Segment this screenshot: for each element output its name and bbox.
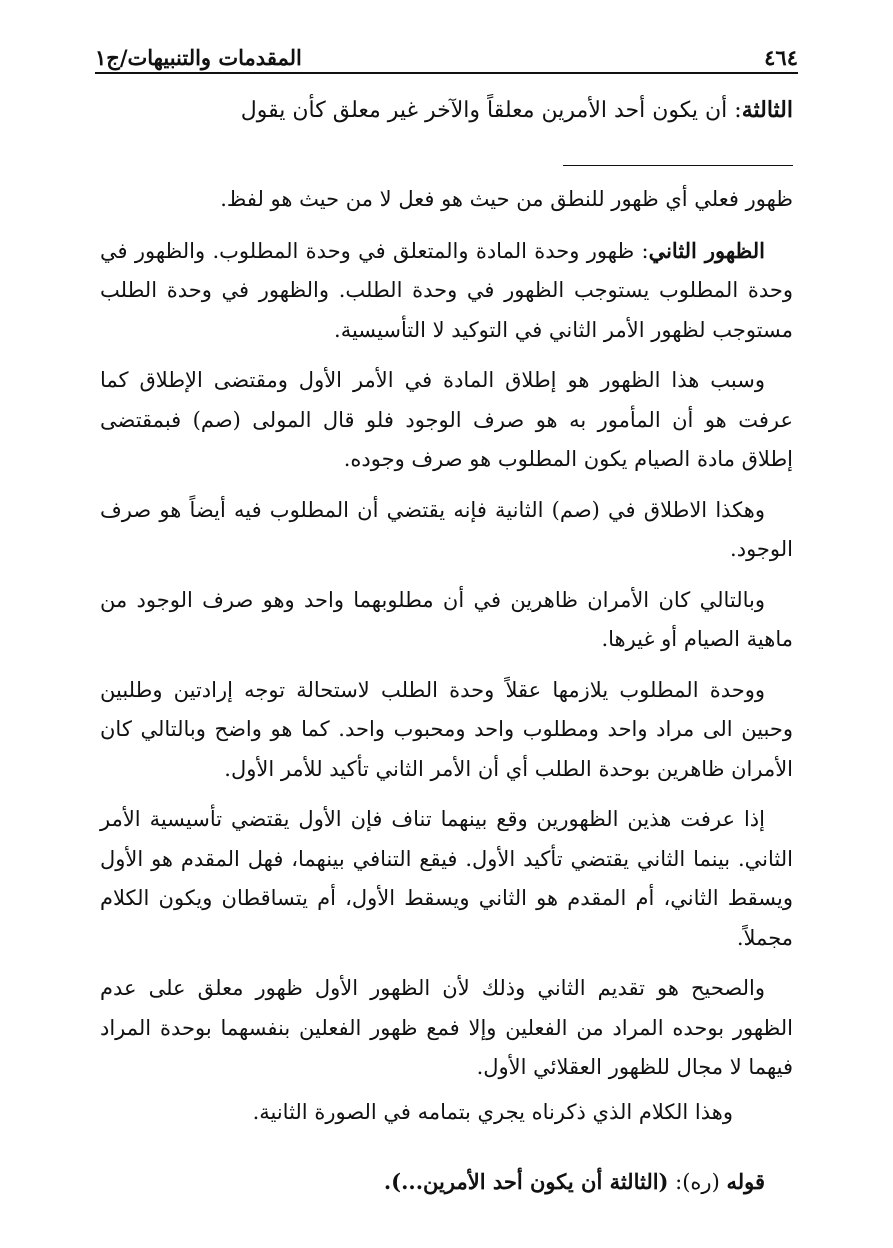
commentary-paragraph: ووحدة المطلوب يلازمها عقلاً وحدة الطلب لاستحالة توجه إرادتين وطلبين وحبين الى مراد واحد ومطلوب واحد ومحبوب واحد. كما هو واضح وبالتالي كان الأمران ظاهرين بوحدة الطلب أي أن الأمر الثاني تأكيد للأمر الأول. xyxy=(100,677,793,781)
quoted-heading xyxy=(100,1162,793,1203)
commentary-paragraph: ظهور فعلي أي ظهور للنطق من حيث هو فعل لا من حيث هو لفظ. xyxy=(220,187,793,211)
quote-text: (الثالثة أن يكون أحد الأمرين...). xyxy=(383,1169,669,1194)
commentary-paragraph: إذا عرفت هذين الظهورين وقع بينهما تناف فإن الأول يقتضي تأسيسية الأمر الثاني. بينما الثاني يقتضي تأكيد الأول. فيقع التنافي بينهما، فهل المقدم هو الأول ويسقط الثاني، أم المقدم هو الثاني ويسقط الأول، أم يتساقطان ويكون الكلام مجملاً. xyxy=(100,807,793,950)
page-header xyxy=(95,30,798,70)
header-divider xyxy=(95,72,798,74)
commentary-paragraph xyxy=(100,231,793,351)
commentary xyxy=(100,180,793,1224)
footnote-divider xyxy=(563,165,793,166)
commentary-paragraph: وسبب هذا الظهور هو إطلاق المادة في الأمر الأول ومقتضى الإطلاق كما عرفت هو أن المأمور به هو صرف الوجود فلو قال المولى (صم) فبمقتضى إطلاق مادة الصيام يكون المطلوب هو صرف وجوده. xyxy=(100,368,793,471)
commentary-paragraph: وهكذا الاطلاق في (صم) الثانية فإنه يقتضي أن المطلوب فيه أيضاً هو صرف الوجود. xyxy=(100,497,793,561)
commentary-paragraph: وبالتالي كان الأمران ظاهرين في أن مطلوبهما واحد وهو صرف الوجود من ماهية الصيام أو غيرها. xyxy=(100,587,793,651)
commentary-paragraph: والصحيح هو تقديم الثاني وذلك لأن الظهور الأول ظهور معلق على عدم الظهور بوحده المراد من الفعلين وإلا فمع ظهور الفعلين بنفسهما بوحدة المراد فيهما لا مجال للظهور العقلائي الأول. xyxy=(100,976,793,1079)
commentary-paragraph: وهذا الكلام الذي ذكرناه يجري بتمامه في الصورة الثانية. xyxy=(252,1099,733,1124)
quote-ref: (ره): xyxy=(668,1170,727,1194)
page-number: ٤٦٤ xyxy=(764,45,798,70)
main-text-body: : أن يكون أحد الأمرين معلقاً والآخر غير معلق كأن يقول xyxy=(240,98,742,123)
paragraph-text: : ظهور وحدة المادة والمتعلق في وحدة المطلوب. والظهور في وحدة المطلوب يستوجب الظهور في وحدة الطلب. والظهور في وحدة الطلب مستوجب لظهور الأمر الثاني في التوكيد لا التأسيسية. xyxy=(100,238,793,342)
quote-lead: قوله xyxy=(726,1169,765,1194)
main-text xyxy=(95,90,793,131)
main-text-label: الثالثة xyxy=(741,97,793,123)
paragraph-label: الظهور الثاني xyxy=(648,237,765,263)
running-title: المقدمات والتنبيهات/ج١ xyxy=(95,45,302,70)
